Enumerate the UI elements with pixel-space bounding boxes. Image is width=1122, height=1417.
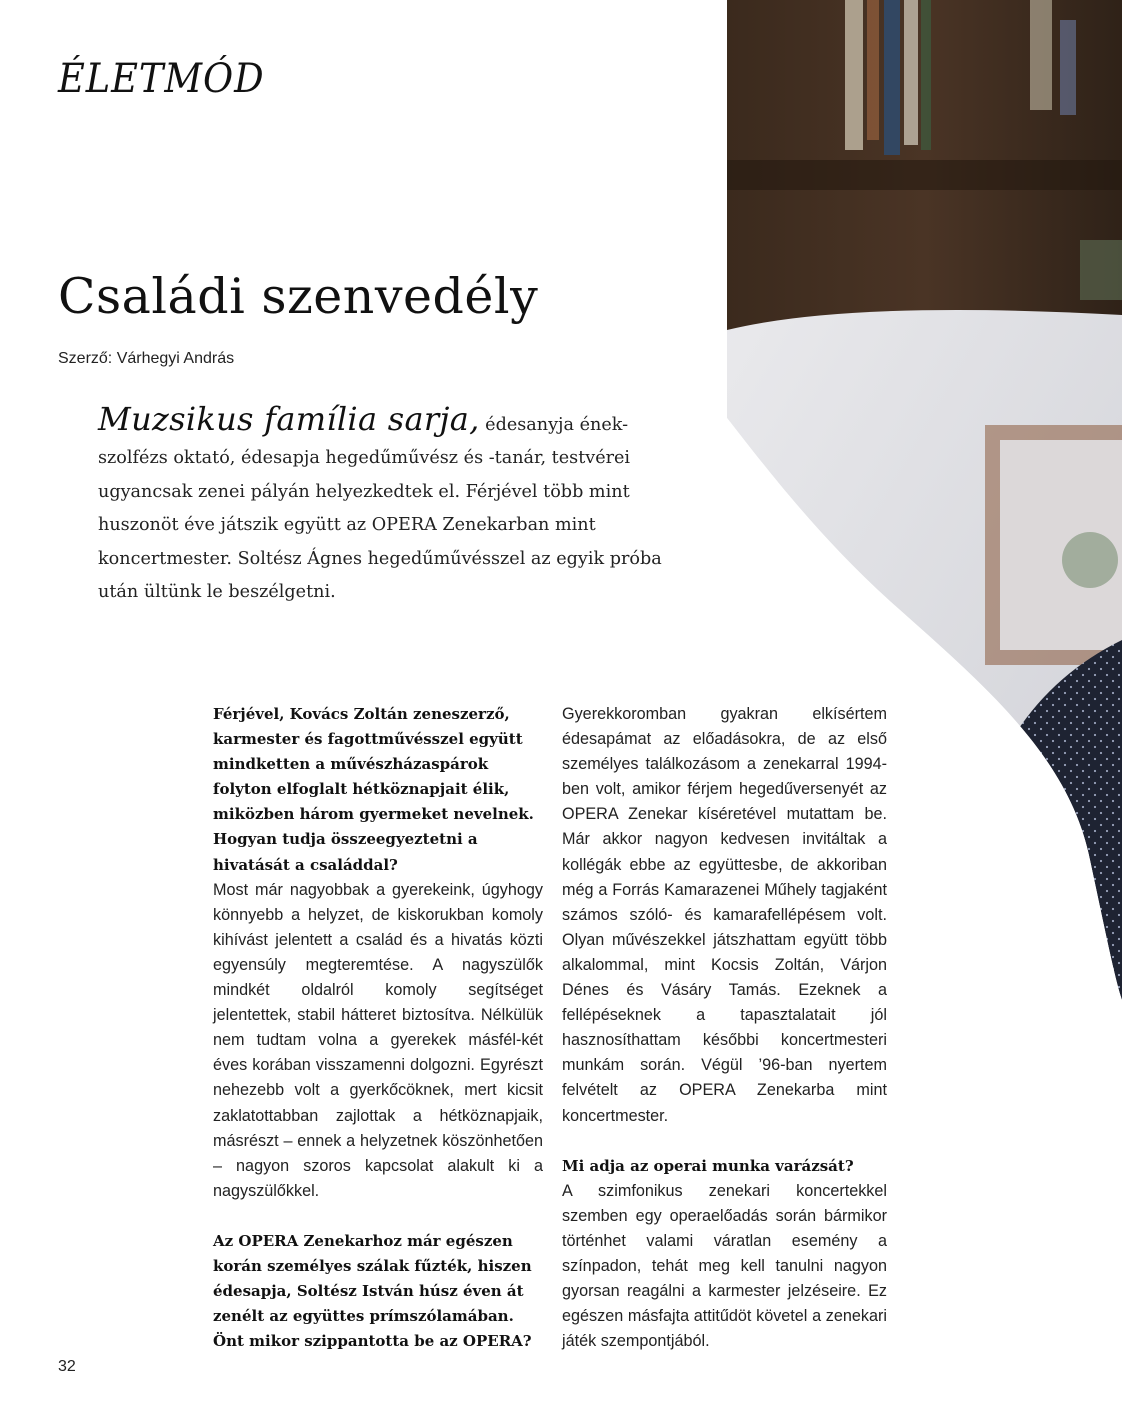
article-lead [98,400,688,609]
interview-answer: Gyerekkoromban gyakran elkísértem édesapámat az előadásokra, de az első személyes találkozásom a zenekarral 1994-ben volt, amikor férjem hegedűversenyét az OPERA Zenekar kíséretével mutattam be. Már akkor nagyon kedvesen invitáltak a kollégák ebbe az együttesbe, de akkoriban még a Forrás Kamarazenei Műhely tagjaként számos szóló- és kamarafellépésem volt. Olyan művészekkel játszhattam együtt több alkalommal, mint Kocsis Zoltán, Várjon Dénes és Vásáry Tamás. Ezeknek a fellépéseknek a tapasztalatait jól hasznosíthattam későbbi koncertmesteri munkám során. Végül ’96-ban nyertem felvételt az OPERA Zenekarba mint koncertmester. [562,705,887,1125]
interview-question: Férjével, Kovács Zoltán zeneszerző, karmester és fagottművésszel együtt mindketten a művészházaspárok folyton elfoglalt hétköznapjait élik, miközben három gyermeket nevelnek. Hogyan tudja összeegyeztetni a hivatását a családdal? [213,705,534,874]
lead-text: édesanyja ének-szolfézs oktató, édesapja hegedűművész és -tanár, testvérei ugyancsak zenei pályán helyezkedtek el. Férjével több mint huszonöt éve játszik együtt az OPERA Zenekarban mint koncertmester. Soltész Ágnes hegedűművésszel az egyik próba után ültünk le beszélgetni. [98,415,662,603]
interview-question: Az OPERA Zenekarhoz már egészen korán személyes szálak fűzték, hiszen édesapja, Soltész István húsz éven át zenélt az együttes prímszólamában. Önt mikor szippantotta be az OPERA? [213,1231,532,1351]
interview-answer: Most már nagyobbak a gyerekeink, úgyhogy könnyebb a helyzet, de kiskorukban komoly kihívást jelentett a család és a hivatás közti egyensúly megteremtése. A nagyszülők mindkét oldalról komoly segítséget jelentettek, stabil hátteret biztosítva. Nélkülük nem tudtam volna a gyerekek másfél-két éves korában visszamenni dolgozni. Egyrészt nehezebb volt a gyerkőcöknek, mert kicsit zaklatottabban zajlottak a hétköznapjaik, másrészt – ennek a helyzetnek köszönhetően – nagyon szoros kapcsolat alakult ki a nagyszülőkkel. [213,880,543,1200]
article-title: Családi szenvedély [58,268,539,325]
interview-answer: A szimfonikus zenekari koncertekkel szemben egy operaelőadás során bármikor történhet valami váratlan esemény a színpadon, tehát meg kell tanulni nagyon gyorsan reagálni a karmester jelzéseire. Ez egészen másfajta attitűdöt követel a zenekari játék szempontjából. [562,1181,887,1351]
lead-highlight: Muzsikus família sarja, [98,400,480,438]
article-author: Szerző: Várhegyi András [58,350,235,367]
section-heading: ÉLETMÓD [58,56,265,102]
interview-question: Mi adja az operai munka varázsát? [562,1156,854,1175]
text-column-right [562,702,887,1354]
text-column-left [213,702,543,1354]
page-number: 32 [58,1358,76,1375]
